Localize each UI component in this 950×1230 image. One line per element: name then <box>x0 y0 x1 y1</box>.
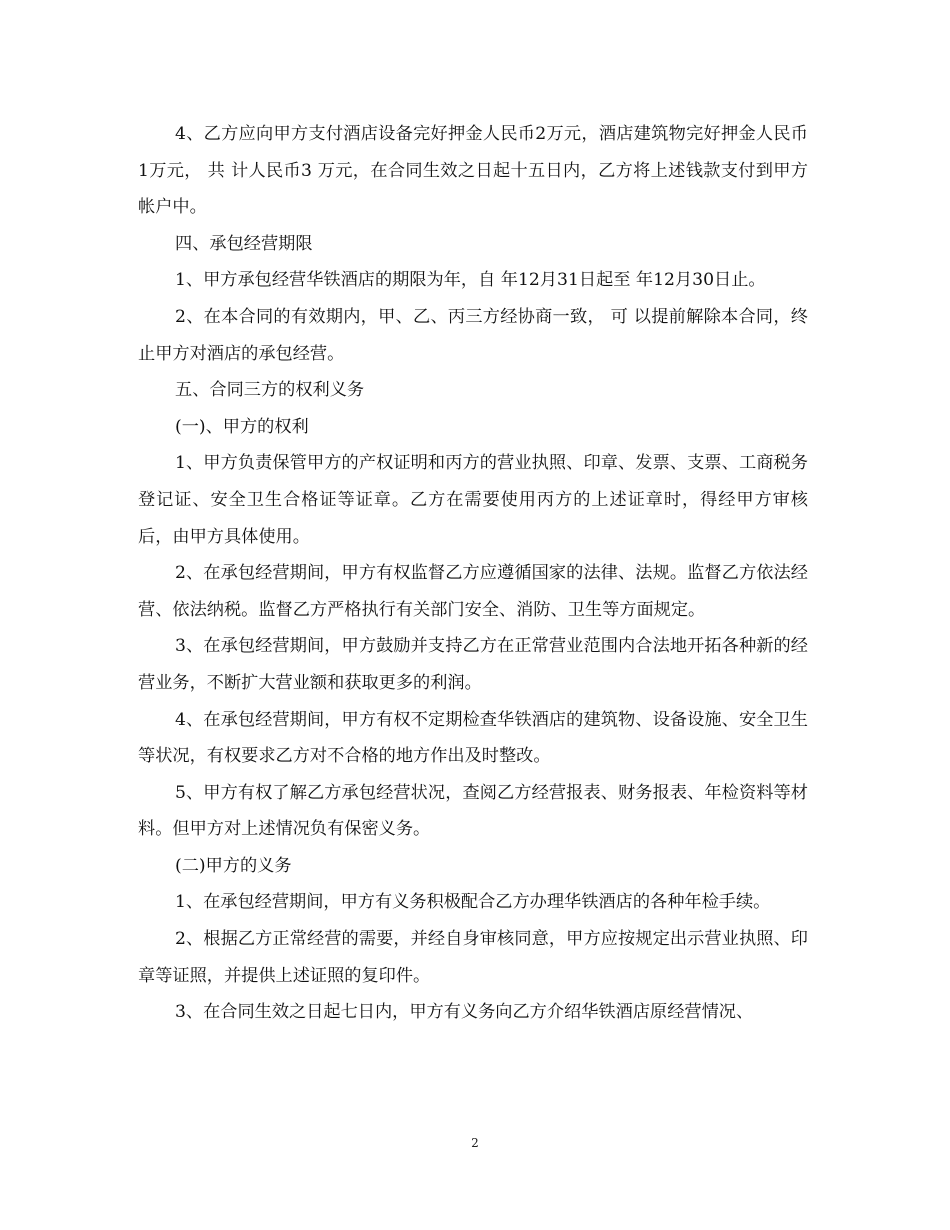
paragraph-right-2: 2、在承包经营期间，甲方有权监督乙方应遵循国家的法律、法规。监督乙方依法经营、依法纳税。监督乙方严格执行有关部门安全、消防、卫生等方面规定。 <box>138 563 808 620</box>
paragraph-right-1: 1、甲方负责保管甲方的产权证明和丙方的营业执照、印章、发票、支票、工商税务登记证、安全卫生合格证等证章。乙方在需要使用丙方的上述证章时，得经甲方审核 后，由甲方具体使用。 <box>138 453 808 547</box>
paragraph-obligation-1: 1、在承包经营期间，甲方有义务积极配合乙方办理华铁酒店的各种年检手续。 <box>175 892 771 913</box>
section-heading-term: 四、承包经营期限 <box>175 233 313 254</box>
section-heading-rights-obligations: 五、合同三方的权利义务 <box>175 380 365 401</box>
subsection-heading-party-a-rights: (一)、甲方的权利 <box>175 416 309 437</box>
paragraph-early-termination: 2、在本合同的有效期内，甲、乙、丙三方经协商一致， 可 以提前解除本合同，终止甲方对酒店的承包经营。 <box>138 306 808 364</box>
paragraph-right-4: 4、在承包经营期间，甲方有权不定期检查华铁酒店的建筑物、设备设施、安全卫生等状况，有权要求乙方对不合格的地方作出及时整改。 <box>138 709 808 767</box>
paragraph-right-3: 3、在承包经营期间，甲方鼓励并支持乙方在正常营业范围内合法地开拓各种新的经营业务，不断扩大营业额和获取更多的利润。 <box>138 636 808 693</box>
paragraph-term-period: 1、甲方承包经营华铁酒店的期限为年，自 年12月31日起至 年12月30日止。 <box>175 270 766 291</box>
subsection-heading-party-a-obligations: (二)甲方的义务 <box>175 855 292 876</box>
page-number: 2 <box>471 1136 479 1150</box>
paragraph-obligation-2: 2、根据乙方正常经营的需要，并经自身审核同意，甲方应按规定出示营业执照、印章等证照，并提供上述证照的复印件。 <box>138 929 808 986</box>
paragraph-right-5: 5、甲方有权了解乙方承包经营状况，查阅乙方经营报表、财务报表、年检资料等材料。但甲方对上述情况负有保密义务。 <box>138 782 808 840</box>
document-body <box>138 116 808 1031</box>
paragraph-deposit: 4、乙方应向甲方支付酒店设备完好押金人民币2万元，酒店建筑物完好押金人民币1万元， 共 计人民币3 万元，在合同生效之日起十五日内，乙方将上述钱款支付到甲方帐户中。 <box>138 124 808 218</box>
paragraph-obligation-3: 3、在合同生效之日起七日内，甲方有义务向乙方介绍华铁酒店原经营情况、 <box>175 1002 754 1023</box>
